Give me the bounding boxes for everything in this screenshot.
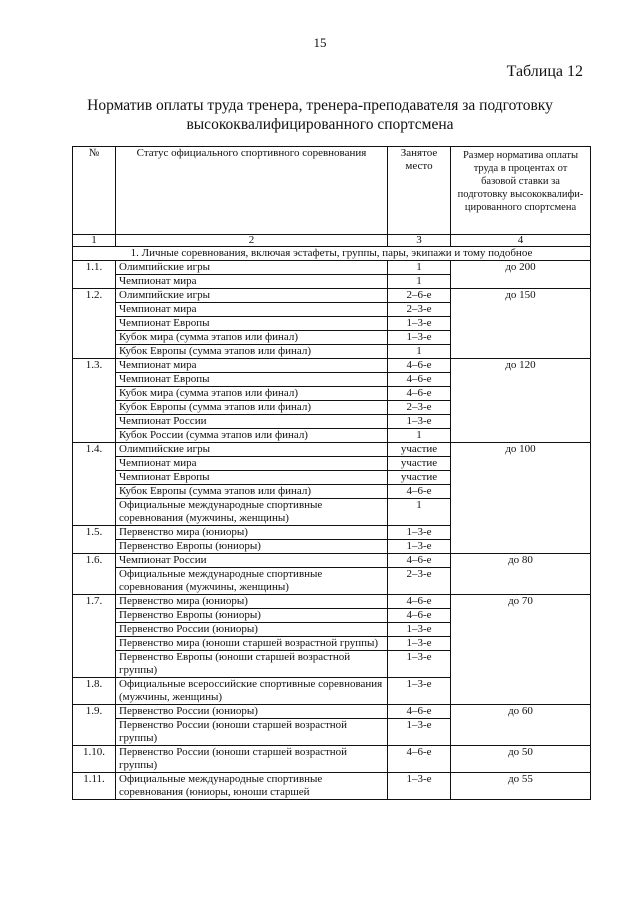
competition-cell: Олимпийские игры [116,289,388,303]
column-number: 1 [73,235,116,247]
place-cell: участие [388,457,451,471]
norm-table [72,146,591,800]
competition-cell: Первенство России (юниоры) [116,623,388,637]
table-label: Таблица 12 [506,63,583,80]
place-cell: 1–3-е [388,331,451,345]
table-row [73,773,591,800]
norm-cell: до 60 [451,705,591,746]
table-row [73,443,591,457]
place-cell: участие [388,471,451,485]
competition-cell: Чемпионат мира [116,303,388,317]
norm-cell: до 70 [451,595,591,705]
header-status: Статус официального спортивного соревнования [116,147,388,235]
place-cell: 4–6-е [388,595,451,609]
competition-cell: Чемпионат России [116,415,388,429]
table-row [73,261,591,275]
competition-cell: Чемпионат России [116,554,388,568]
row-number: 1.3. [73,359,116,443]
place-cell: 4–6-е [388,387,451,401]
row-number: 1.8. [73,678,116,705]
competition-cell: Кубок мира (сумма этапов или финал) [116,387,388,401]
competition-cell: Официальные международные спортивные соревнования (мужчины, женщины) [116,499,388,526]
competition-cell: Чемпионат мира [116,457,388,471]
row-number: 1.7. [73,595,116,678]
place-cell: 4–6-е [388,554,451,568]
place-cell: 1–3-е [388,526,451,540]
competition-cell: Первенство России (юноши старшей возрастной группы) [116,746,388,773]
competition-cell: Официальные международные спортивные соревнования (мужчины, женщины) [116,568,388,595]
competition-cell: Чемпионат мира [116,275,388,289]
table-row [73,289,591,303]
row-number: 1.5. [73,526,116,554]
competition-cell: Первенство Европы (юниоры) [116,540,388,554]
table-row [73,359,591,373]
place-cell: 1–3-е [388,773,451,800]
competition-cell: Кубок мира (сумма этапов или финал) [116,331,388,345]
norm-cell: до 55 [451,773,591,800]
competition-cell: Кубок Европы (сумма этапов или финал) [116,485,388,499]
document-title: Норматив оплаты труда тренера, тренера-преподавателя за подготовку высококвалифицированного спортсмена [87,97,553,133]
place-cell: 4–6-е [388,609,451,623]
norm-cell: до 150 [451,289,591,359]
table-row [73,705,591,719]
competition-cell: Первенство мира (юноши старшей возрастной группы) [116,637,388,651]
column-number: 2 [116,235,388,247]
place-cell: 1 [388,345,451,359]
row-number: 1.1. [73,261,116,289]
place-cell: 1–3-е [388,719,451,746]
competition-cell: Первенство России (юноши старшей возрастной группы) [116,719,388,746]
place-cell: 2–6-е [388,289,451,303]
competition-cell: Официальные всероссийские спортивные соревнования (мужчины, женщины) [116,678,388,705]
competition-cell: Олимпийские игры [116,261,388,275]
competition-cell: Чемпионат Европы [116,471,388,485]
column-number: 4 [451,235,591,247]
row-number: 1.11. [73,773,116,800]
row-number: 1.9. [73,705,116,746]
row-number: 1.6. [73,554,116,595]
header-number: № [73,147,116,235]
header-norm: Размер норматива оплаты труда в процентах от базовой ставки за подготовку высококвалифи-цированного спортсмена [451,147,591,235]
place-cell: 4–6-е [388,705,451,719]
place-cell: участие [388,443,451,457]
place-cell: 4–6-е [388,485,451,499]
place-cell: 2–3-е [388,568,451,595]
competition-cell: Первенство мира (юниоры) [116,595,388,609]
place-cell: 2–3-е [388,303,451,317]
place-cell: 4–6-е [388,373,451,387]
place-cell: 1–3-е [388,540,451,554]
competition-cell: Первенство Европы (юноши старшей возрастной группы) [116,651,388,678]
norm-cell: до 50 [451,746,591,773]
place-cell: 4–6-е [388,359,451,373]
column-number: 3 [388,235,451,247]
place-cell: 1–3-е [388,651,451,678]
place-cell: 2–3-е [388,401,451,415]
header-place: Занятое место [388,147,451,235]
norm-cell: до 200 [451,261,591,289]
place-cell: 1 [388,261,451,275]
competition-cell: Кубок Европы (сумма этапов или финал) [116,345,388,359]
place-cell: 4–6-е [388,746,451,773]
place-cell: 1–3-е [388,623,451,637]
competition-cell: Олимпийские игры [116,443,388,457]
page-number: 15 [313,35,327,50]
section-title: 1. Личные соревнования, включая эстафеты, группы, пары, экипажи и тому подобное [73,247,591,261]
place-cell: 1–3-е [388,415,451,429]
competition-cell: Официальные международные спортивные соревнования (юниоры, юноши старшей [116,773,388,800]
competition-cell: Первенство мира (юниоры) [116,526,388,540]
competition-cell: Кубок Европы (сумма этапов или финал) [116,401,388,415]
competition-cell: Первенство Европы (юниоры) [116,609,388,623]
norm-cell: до 80 [451,554,591,595]
table-row [73,554,591,568]
competition-cell: Первенство России (юниоры) [116,705,388,719]
table-row [73,595,591,609]
norm-cell: до 100 [451,443,591,554]
place-cell: 1–3-е [388,637,451,651]
header-row [73,147,591,235]
competition-cell: Чемпионат мира [116,359,388,373]
column-number-row [73,235,591,247]
place-cell: 1–3-е [388,317,451,331]
section-row [73,247,591,261]
norm-cell: до 120 [451,359,591,443]
competition-cell: Чемпионат Европы [116,373,388,387]
place-cell: 1–3-е [388,678,451,705]
place-cell: 1 [388,275,451,289]
row-number: 1.4. [73,443,116,526]
row-number: 1.2. [73,289,116,359]
place-cell: 1 [388,429,451,443]
row-number: 1.10. [73,746,116,773]
place-cell: 1 [388,499,451,526]
competition-cell: Кубок России (сумма этапов или финал) [116,429,388,443]
competition-cell: Чемпионат Европы [116,317,388,331]
table-row [73,746,591,773]
